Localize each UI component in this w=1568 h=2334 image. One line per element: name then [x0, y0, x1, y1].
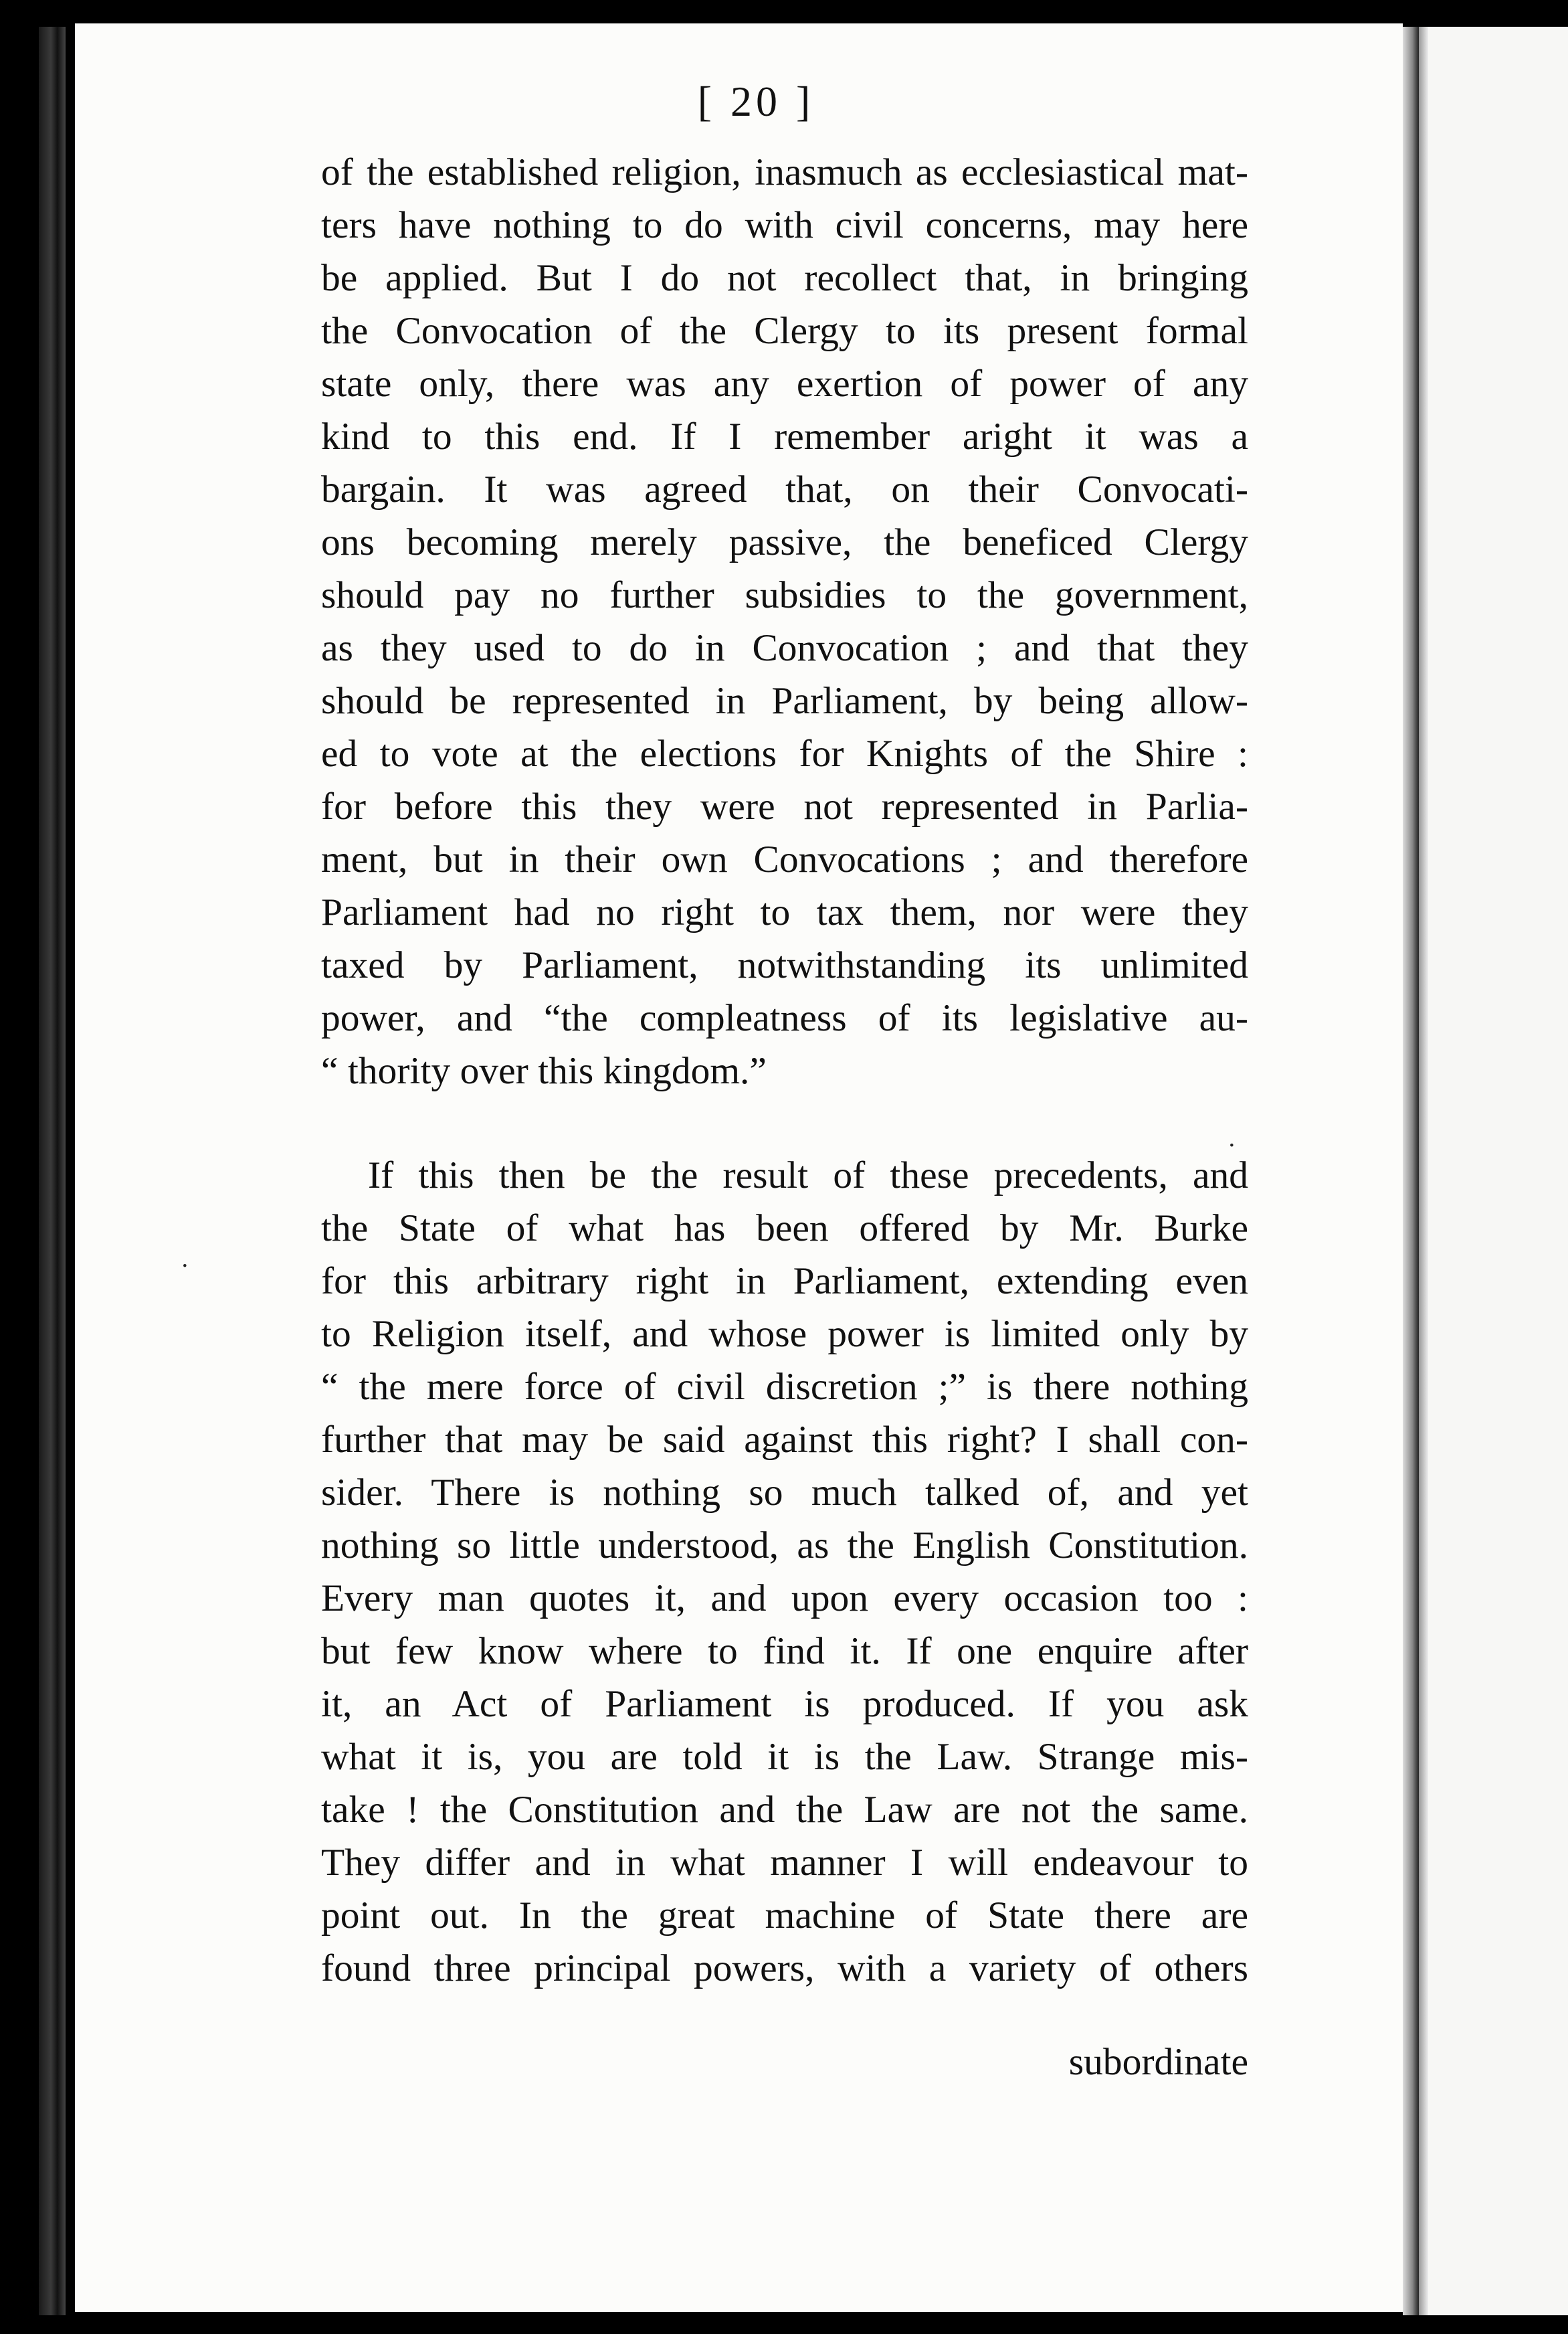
- page-number: [ 20 ]: [697, 78, 815, 125]
- paragraph-gap: [321, 1097, 1248, 1149]
- text-line: take ! the Constitution and the Law are not the same.: [321, 1789, 1248, 1831]
- text-line: for before this they were not represented in Parlia-: [321, 786, 1248, 828]
- text-line: should be represented in Parliament, by being allow-: [321, 680, 1248, 722]
- text-line: point out. In the great machine of State there are: [321, 1894, 1248, 1937]
- page-gutter-shadow: [1403, 27, 1419, 2315]
- body-text: [321, 146, 1248, 1995]
- paragraph-1: [321, 146, 1248, 1097]
- text-line: as they used to do in Convocation ; and that they: [321, 627, 1248, 669]
- text-line: of the established religion, inasmuch as ecclesiastical mat-: [321, 151, 1248, 193]
- text-line: be applied. But I do not recollect that, in bringing: [321, 257, 1248, 299]
- text-line: Every man quotes it, and upon every occasion too :: [321, 1577, 1248, 1619]
- text-line: it, an Act of Parliament is produced. If you ask: [321, 1683, 1248, 1725]
- text-line: “ thority over this kingdom.”: [321, 1050, 767, 1092]
- text-line: ed to vote at the elections for Knights of the Shire :: [321, 733, 1248, 775]
- text-line: bargain. It was agreed that, on their Convocati-: [321, 468, 1248, 511]
- adjacent-page: [1419, 27, 1568, 2315]
- text-line: further that may be said against this right? I shall con-: [321, 1419, 1248, 1461]
- text-line: ment, but in their own Convocations ; and therefore: [321, 838, 1248, 881]
- text-line: what it is, you are told it is the Law. Strange mis-: [321, 1736, 1248, 1778]
- text-line: should pay no further subsidies to the government,: [321, 574, 1248, 616]
- text-line: power, and “the compleatness of its legislative au-: [321, 997, 1248, 1039]
- text-line: taxed by Parliament, notwithstanding its unlimited: [321, 944, 1248, 986]
- text-line: but few know where to find it. If one enquire after: [321, 1630, 1248, 1672]
- left-binding-edge: [39, 27, 66, 2315]
- ink-speck: ·: [1228, 1132, 1236, 1160]
- text-line: to Religion itself, and whose power is limited only by: [321, 1313, 1248, 1355]
- text-line: found three principal powers, with a variety of others: [321, 1947, 1248, 1989]
- text-line: kind to this end. If I remember aright it was a: [321, 416, 1248, 458]
- text-line: sider. There is nothing so much talked of, and yet: [321, 1471, 1248, 1514]
- paragraph-2: [321, 1149, 1248, 1995]
- text-line: the Convocation of the Clergy to its present formal: [321, 310, 1248, 352]
- catchword: subordinate: [1068, 2041, 1248, 2083]
- text-line: ters have nothing to do with civil concerns, may here: [321, 204, 1248, 246]
- text-line: If this then be the result of these precedents, and: [368, 1154, 1248, 1196]
- text-line: “ the mere force of civil discretion ;” is there nothing: [321, 1366, 1248, 1408]
- ink-speck: ·: [181, 1252, 189, 1280]
- text-line: nothing so little understood, as the English Constitution.: [321, 1524, 1248, 1566]
- adjacent-page-edge: [1419, 27, 1428, 2315]
- text-line: for this arbitrary right in Parliament, extending even: [321, 1260, 1248, 1302]
- text-line: They differ and in what manner I will endeavour to: [321, 1842, 1248, 1884]
- text-line: Parliament had no right to tax them, nor were they: [321, 891, 1248, 933]
- text-line: state only, there was any exertion of power of any: [321, 363, 1248, 405]
- text-line: the State of what has been offered by Mr. Burke: [321, 1207, 1248, 1249]
- text-line: ons becoming merely passive, the beneficed Clergy: [321, 521, 1248, 563]
